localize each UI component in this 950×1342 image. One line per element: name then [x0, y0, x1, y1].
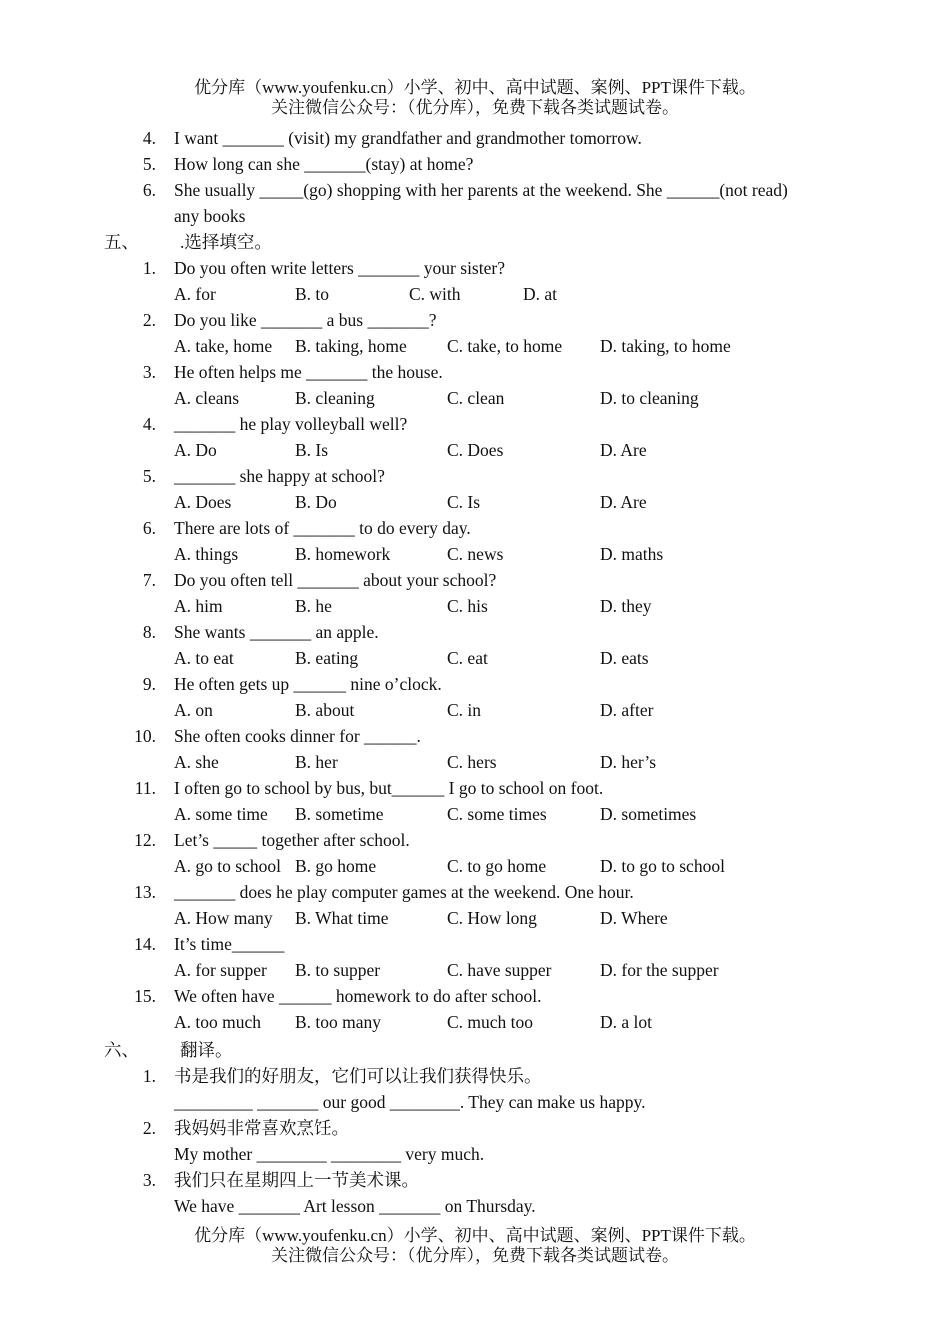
answer-option-d: D. they: [600, 596, 652, 616]
question-text: I often go to school by bus, but______ I go to school on foot.: [174, 778, 604, 798]
answer-option-a: A. too much: [174, 1012, 262, 1032]
question-text: It’s time______: [174, 934, 285, 954]
question-number: 11.: [134, 778, 156, 798]
answer-option-c: C. his: [447, 596, 488, 616]
answer-option-b: B. Is: [295, 440, 329, 460]
answer-option-c: C. Is: [447, 492, 481, 512]
question-text: Do you often write letters _______ your sister?: [174, 258, 505, 278]
answer-option-a: A. take, home: [174, 336, 273, 356]
answer-option-d: D. to cleaning: [600, 388, 699, 408]
translation-number: 3.: [142, 1170, 156, 1190]
question-text: _______ does he play computer games at the weekend. One hour.: [174, 882, 634, 902]
question-number: 13.: [134, 882, 156, 902]
answer-option-c: C. hers: [447, 752, 497, 772]
question-text: _______ she happy at school?: [174, 466, 385, 486]
section5-title: .选择填空。: [180, 232, 272, 252]
answer-option-a: A. for: [174, 284, 216, 304]
question-number: 8.: [142, 622, 156, 642]
answer-option-a: A. she: [174, 752, 219, 772]
question-text: She usually _____(go) shopping with her parents at the weekend. She ______(not read): [174, 180, 788, 200]
answer-option-a: A. things: [174, 544, 239, 564]
question-text: Do you like _______ a bus _______?: [174, 310, 437, 330]
answer-option-b: B. eating: [295, 648, 359, 668]
answer-option-a: A. Does: [174, 492, 232, 512]
answer-option-b: B. to supper: [295, 960, 381, 980]
answer-option-b: B. her: [295, 752, 338, 772]
answer-option-d: D. maths: [600, 544, 664, 564]
answer-option-c: C. much too: [447, 1012, 534, 1032]
english-fill-in: My mother ________ ________ very much.: [174, 1144, 485, 1164]
question-number: 6.: [142, 518, 156, 538]
question-text: She often cooks dinner for ______.: [174, 726, 421, 746]
answer-option-a: A. on: [174, 700, 213, 720]
answer-option-a: A. for supper: [174, 960, 267, 980]
answer-option-b: B. he: [295, 596, 332, 616]
question-text: We often have ______ homework to do after school.: [174, 986, 542, 1006]
header-line-2: 关注微信公众号：（优分库），免费下载各类试题试卷。: [271, 98, 679, 117]
answer-option-b: B. sometime: [295, 804, 384, 824]
question-text: He often helps me _______ the house.: [174, 362, 443, 382]
answer-option-b: B. too many: [295, 1012, 382, 1032]
answer-option-d: D. Are: [600, 440, 647, 460]
question-text: I want _______ (visit) my grandfather and grandmother tomorrow.: [174, 128, 642, 148]
section5-number: 五、: [104, 232, 139, 252]
answer-option-d: D. Are: [600, 492, 647, 512]
chinese-sentence: 我们只在星期四上一节美术课。: [174, 1170, 419, 1190]
answer-option-d: D. after: [600, 700, 654, 720]
question-number: 2.: [142, 310, 156, 330]
chinese-sentence: 我妈妈非常喜欢烹饪。: [174, 1118, 349, 1138]
question-number: 4.: [142, 128, 156, 148]
answer-option-d: D. sometimes: [600, 804, 697, 824]
answer-option-a: A. some time: [174, 804, 268, 824]
answer-option-c: C. Does: [447, 440, 504, 460]
answer-option-b: B. taking, home: [295, 336, 407, 356]
translation-number: 1.: [142, 1066, 156, 1086]
section6-number: 六、: [104, 1040, 139, 1060]
answer-option-b: B. homework: [295, 544, 391, 564]
answer-option-a: A. him: [174, 596, 223, 616]
answer-option-c: C. news: [447, 544, 504, 564]
answer-option-b: B. What time: [295, 908, 389, 928]
answer-option-d: D. taking, to home: [600, 336, 731, 356]
answer-option-c: C. How long: [447, 908, 537, 928]
answer-option-b: B. cleaning: [295, 388, 375, 408]
question-text: _______ he play volleyball well?: [174, 414, 408, 434]
answer-option-a: A. Do: [174, 440, 217, 460]
answer-option-b: B. Do: [295, 492, 337, 512]
question-number: 12.: [134, 830, 156, 850]
chinese-sentence: 书是我们的好朋友，它们可以让我们获得快乐。: [174, 1066, 542, 1086]
question-number: 6.: [142, 180, 156, 200]
answer-option-a: A. How many: [174, 908, 273, 928]
answer-option-d: D. a lot: [600, 1012, 653, 1032]
question-text-continued: any books: [174, 206, 246, 226]
answer-option-c: C. in: [447, 700, 482, 720]
question-text: He often gets up ______ nine o’clock.: [174, 674, 442, 694]
translation-number: 2.: [142, 1118, 156, 1138]
answer-option-c: C. have supper: [447, 960, 552, 980]
answer-option-b: B. to: [295, 284, 330, 304]
answer-option-c: C. some times: [447, 804, 547, 824]
english-fill-in: _________ _______ our good ________. They can make us happy.: [174, 1092, 646, 1112]
answer-option-b: B. about: [295, 700, 355, 720]
question-number: 9.: [142, 674, 156, 694]
answer-option-d: D. for the supper: [600, 960, 719, 980]
question-text: Let’s _____ together after school.: [174, 830, 410, 850]
answer-option-c: C. with: [409, 284, 461, 304]
answer-option-d: D. her’s: [600, 752, 657, 772]
answer-option-b: B. go home: [295, 856, 377, 876]
header-line-1: 优分库（www.youfenku.cn）小学、初中、高中试题、案例、PPT课件下载。: [194, 78, 756, 97]
section6-title: 翻译。: [180, 1040, 233, 1060]
answer-option-a: A. to eat: [174, 648, 234, 668]
answer-option-d: D. eats: [600, 648, 649, 668]
question-number: 5.: [142, 154, 156, 174]
answer-option-c: C. clean: [447, 388, 505, 408]
question-number: 5.: [142, 466, 156, 486]
question-text: How long can she _______(stay) at home?: [174, 154, 474, 174]
answer-option-c: C. to go home: [447, 856, 547, 876]
answer-option-d: D. at: [523, 284, 558, 304]
question-number: 1.: [142, 258, 156, 278]
answer-option-d: D. to go to school: [600, 856, 725, 876]
question-number: 15.: [134, 986, 156, 1006]
answer-option-a: A. go to school: [174, 856, 281, 876]
answer-option-d: D. Where: [600, 908, 668, 928]
question-number: 14.: [134, 934, 156, 954]
question-number: 3.: [142, 362, 156, 382]
footer-line-2: 关注微信公众号：（优分库），免费下载各类试题试卷。: [271, 1246, 679, 1265]
answer-option-a: A. cleans: [174, 388, 240, 408]
answer-option-c: C. eat: [447, 648, 488, 668]
question-text: She wants _______ an apple.: [174, 622, 379, 642]
question-text: There are lots of _______ to do every day.: [174, 518, 471, 538]
answer-option-c: C. take, to home: [447, 336, 563, 356]
question-number: 4.: [142, 414, 156, 434]
footer-line-1: 优分库（www.youfenku.cn）小学、初中、高中试题、案例、PPT课件下载。: [194, 1226, 756, 1245]
question-number: 7.: [142, 570, 156, 590]
question-text: Do you often tell _______ about your school?: [174, 570, 497, 590]
question-number: 10.: [134, 726, 156, 746]
english-fill-in: We have _______ Art lesson _______ on Thursday.: [174, 1196, 536, 1216]
